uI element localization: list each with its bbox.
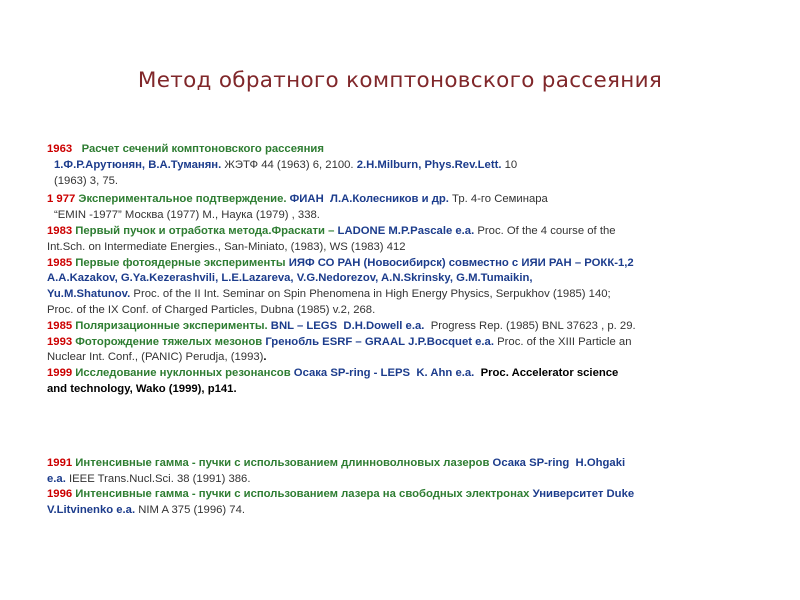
ref-lab: ФИАН: [289, 193, 324, 206]
ref-citation: IEEE Trans.Nucl.Sci. 38 (1991) 386.: [68, 472, 251, 485]
ref-citation: ЖЭТФ 44 (1963) 6, 2100.: [224, 158, 354, 171]
reference-1963: [47, 142, 797, 189]
ref-year: 1985: [47, 319, 73, 332]
reference-list: [47, 142, 797, 519]
ref-lab: ИЯФ СО РАН (Новосибирск) совместно с ИЯИ РАН – РОКК-1,2: [288, 256, 634, 269]
slide-title: Метод обратного комптоновского рассеяния: [137, 68, 663, 93]
ref-authors: Л.А.Колесников и др.: [330, 193, 449, 206]
ref-year: 1985: [47, 256, 73, 269]
ref-topic: Поляризационные эксперименты.: [75, 319, 268, 332]
ref-lab: Гренобль ESRF – GRAAL: [265, 335, 406, 348]
ref-citation: “EMIN -1977” Москва (1977) М., Наука (1979) , 338.: [54, 209, 320, 222]
ref-citation: (1963) 3, 75.: [54, 174, 119, 187]
ref-year: 1 977: [47, 193, 76, 206]
ref-citation: 10: [504, 158, 518, 171]
ref-citation-end: .: [263, 351, 267, 364]
reference-1983: [47, 224, 797, 256]
ref-lab: BNL – LEGS: [270, 319, 338, 332]
reference-1985-polarization: [47, 319, 797, 335]
ref-authors: D.H.Dowell e.a.: [343, 319, 425, 332]
ref-lab: Осака SP-ring: [492, 456, 570, 469]
ref-citation: Nuclear Int. Conf., (PANIC) Perudja, (1993): [47, 351, 264, 364]
ref-citation: NIM A 375 (1996) 74.: [138, 504, 246, 517]
ref-citation: Proc. Accelerator science: [480, 367, 619, 380]
ref-topic: Интенсивные гамма - пучки с использованием лазера на свободных электронах: [75, 488, 530, 501]
ref-authors: V.Litvinenko e.a.: [47, 504, 136, 517]
ref-topic: Первый пучок и отработка метода.Фраскати –: [75, 224, 335, 237]
ref-topic: Интенсивные гамма - пучки с использованием длинноволновых лазеров: [75, 456, 490, 469]
ref-authors: A.A.Kazakov, G.Ya.Kezerashvili, L.E.Lazareva, V.G.Nedorezov, A.N.Skrinsky, G.M.Tumaikin,: [47, 272, 533, 285]
ref-topic: Исследование нуклонных резонансов: [75, 367, 291, 380]
ref-citation: Proc. of the IX Conf. of Charged Particles, Dubna (1985) v.2, 268.: [47, 303, 376, 316]
ref-lab: LADONE: [337, 224, 386, 237]
ref-authors: Yu.M.Shatunov.: [47, 288, 131, 301]
ref-authors: 1.Ф.Р.Арутюнян, В.А.Туманян.: [54, 158, 222, 171]
ref-citation: Proc. of the XIII Particle an: [497, 335, 632, 348]
ref-year: 1991: [47, 456, 73, 469]
reference-1977: [47, 192, 797, 224]
reference-1999: [47, 366, 797, 398]
ref-year: 1999: [47, 367, 73, 380]
ref-authors: 2.H.Milburn, Phys.Rev.Lett.: [356, 158, 502, 171]
ref-year: 1983: [47, 224, 73, 237]
ref-lab: Осака SP-ring - LEPS: [293, 367, 411, 380]
ref-citation: Тр. 4-го Семинара: [452, 193, 548, 206]
reference-1993: [47, 335, 797, 367]
reference-1991: [47, 456, 797, 488]
ref-year: 1996: [47, 488, 73, 501]
ref-citation: Int.Sch. on Intermediate Energies., San-Miniato, (1983), WS (1983) 412: [47, 240, 406, 253]
reference-1996: [47, 487, 797, 519]
ref-authors: e.a.: [47, 472, 66, 485]
reference-1985-photonuclear: [47, 256, 797, 319]
ref-topic: Расчет сечений комптоновского рассеяния: [81, 143, 324, 155]
ref-topic: Экспериментальное подтверждение.: [78, 193, 287, 206]
ref-authors: K. Ahn e.a.: [416, 367, 475, 380]
ref-year: 1963: [47, 143, 73, 155]
ref-citation: Progress Rep. (1985) BNL 37623 , p. 29.: [430, 319, 636, 332]
ref-authors: J.P.Bocquet e.a.: [408, 335, 494, 348]
ref-citation: Proc. of the II Int. Seminar on Spin Phenomena in High Energy Physics, Serpukhov (1985) 140;: [133, 288, 611, 301]
ref-citation: Proc. Of the 4 course of the: [477, 224, 616, 237]
ref-topic: Первые фотоядерные эксперименты: [75, 256, 286, 269]
ref-lab: Университет Duke: [532, 488, 635, 501]
ref-authors: H.Ohgaki: [575, 456, 626, 469]
ref-year: 1993: [47, 335, 73, 348]
ref-topic: Фоторождение тяжелых мезонов: [75, 335, 263, 348]
ref-authors: M.P.Pascale e.a.: [388, 224, 475, 237]
ref-citation: and technology, Wako (1999), p141.: [47, 382, 237, 395]
